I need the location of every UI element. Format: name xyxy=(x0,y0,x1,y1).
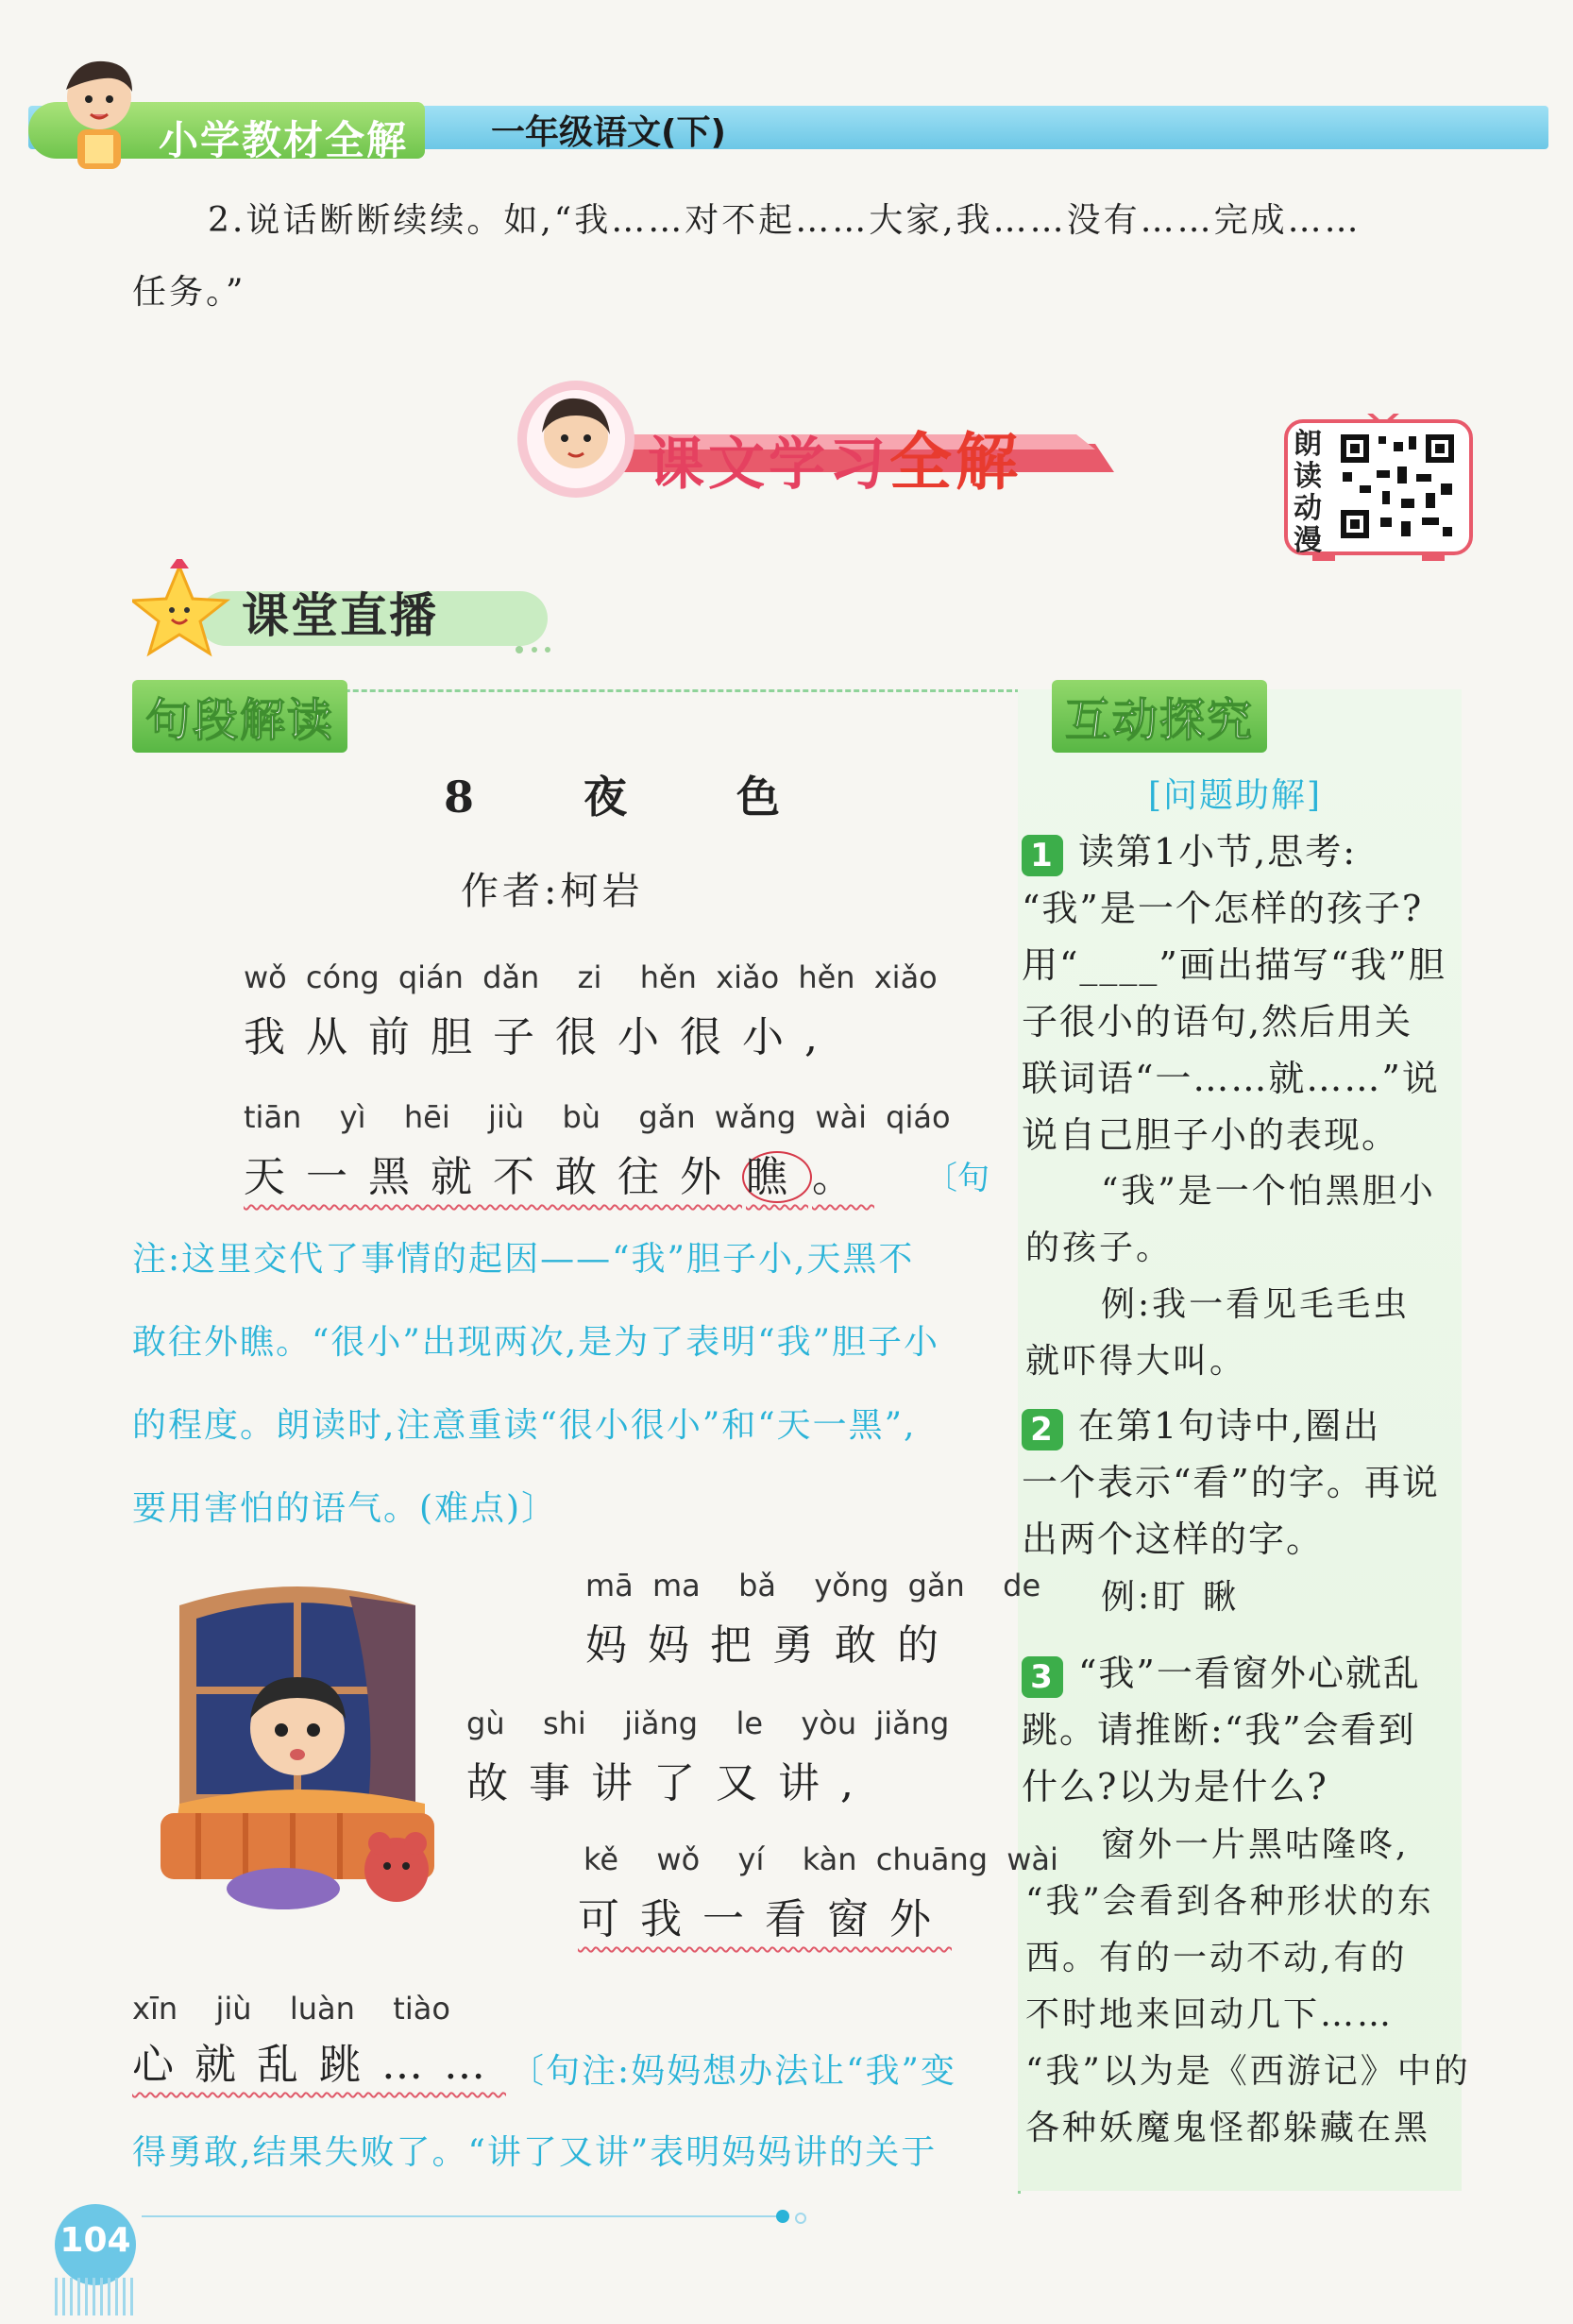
question-number: 2 xyxy=(1022,1409,1063,1450)
answer-1 xyxy=(1025,1163,1436,1390)
pinyin-line: tiān yì hēi jiù bù gǎn wǎng wài qiáo xyxy=(244,1099,951,1135)
question-line: 出两个这样的字。 xyxy=(1022,1518,1325,1560)
note-line: 注:这里交代了事情的起因——“我”胆子小,天黑不 xyxy=(132,1240,915,1279)
page-number: 104 xyxy=(59,2221,131,2260)
pinyin-line: wǒ cóng qián dǎn zi hěn xiǎo hěn xiǎo xyxy=(244,959,938,995)
footer-stripes xyxy=(55,2278,136,2316)
question-line: 子很小的语句,然后用关 xyxy=(1022,1001,1413,1043)
answer-3 xyxy=(1025,1817,1471,2157)
poem-text: 故事讲了又讲, xyxy=(466,1759,874,1807)
question-line xyxy=(1022,1398,1440,1454)
pinyin-line: kě wǒ yí kàn chuāng wài xyxy=(584,1841,1058,1877)
pinyin-line: mā ma bǎ yǒng gǎn de xyxy=(585,1568,1041,1603)
poem-line xyxy=(466,1749,874,1809)
answer-line: 窗外一片黑咕隆咚, xyxy=(1101,1825,1410,1864)
question-line xyxy=(1022,823,1446,880)
note-line: 〔句注:妈妈想办法让“我”变 xyxy=(510,2052,956,2091)
answer-line: “我”是一个怕黑胆小 xyxy=(1101,1172,1436,1211)
boy-mascot-illustration xyxy=(38,52,161,175)
poem-line xyxy=(244,1003,838,1063)
answer-line: “我”以为是《西游记》中的 xyxy=(1025,2052,1471,2091)
circled-character: 瞧 xyxy=(742,1151,812,1203)
question-line: 用“____”画出描写“我”胆 xyxy=(1022,944,1446,986)
answer-line: 各种妖魔鬼怪都躲藏在黑 xyxy=(1025,2109,1431,2147)
poem-line xyxy=(578,1885,952,1945)
answer-line: 例:盯 瞅 xyxy=(1101,1578,1240,1617)
pinyin-line: xīn jiù luàn tiào xyxy=(132,1991,450,2027)
helper-title: [问题助解] xyxy=(1148,776,1323,815)
answer-line: 不时地来回动几下…… xyxy=(1025,1995,1395,2034)
question-number: 1 xyxy=(1022,835,1063,876)
question-1 xyxy=(1022,823,1446,1163)
answer-line: 就吓得大叫。 xyxy=(1025,1342,1247,1381)
note-marker: 〔句 xyxy=(925,1160,989,1197)
note-line: 的程度。朗读时,注意重读“很小很小”和“天一黑”, xyxy=(132,1406,917,1445)
question-line: 跳。请推断:“我”会看到 xyxy=(1022,1709,1416,1751)
question-text: 读第1小节,思考: xyxy=(1078,831,1358,873)
note-line: 得勇敢,结果失败了。“讲了又讲”表明妈妈讲的关于 xyxy=(132,2133,938,2172)
pinyin-line: gù shi jiǎng le yòu jiǎng xyxy=(466,1705,950,1741)
answer-line: 的孩子。 xyxy=(1025,1229,1174,1267)
poem-text: 妈妈把勇敢的 xyxy=(585,1621,959,1670)
question-line: “我”是一个怎样的孩子? xyxy=(1022,888,1424,929)
tab-reading: 句段解读 xyxy=(132,680,347,753)
question-line: 说自己胆子小的表现。 xyxy=(1022,1114,1400,1156)
answer-line: 西。有的一动不动,有的 xyxy=(1025,1939,1408,1977)
question-number: 3 xyxy=(1022,1656,1063,1698)
intro-line: 2.说话断断续续。如,“我……对不起……大家,我……没有……完成…… xyxy=(208,201,1362,240)
footer-dot xyxy=(776,2210,789,2223)
note-line: 要用害怕的语气。(难点)〕 xyxy=(132,1489,558,1528)
section-title-main: 课文学习 xyxy=(648,432,889,498)
answer-2 xyxy=(1101,1569,1240,1626)
poem-line xyxy=(132,2030,506,2091)
poem-text: 我从前胆子很小很小, xyxy=(244,1013,838,1061)
question-line: 联词语“一……就……”说 xyxy=(1022,1058,1440,1099)
question-line xyxy=(1022,1645,1421,1702)
question-text: 在第1句诗中,圈出 xyxy=(1078,1405,1381,1447)
section-title-emphasis: 全解 xyxy=(889,426,1022,499)
grade-label: 一年级语文(下) xyxy=(491,113,726,152)
poem-text: 可我一看窗外 xyxy=(578,1895,952,1943)
section-title xyxy=(648,412,1022,501)
poem-line xyxy=(244,1143,874,1203)
poem-title: 8 夜 色 xyxy=(444,772,828,823)
qr-label: 朗读动漫 xyxy=(1294,428,1322,557)
answer-line: 例:我一看见毛毛虫 xyxy=(1101,1285,1411,1324)
tab-exploration: 互动探究 xyxy=(1052,680,1267,753)
broadcast-title: 课堂直播 xyxy=(242,588,438,643)
footer-dot xyxy=(795,2213,806,2224)
child-at-window-illustration xyxy=(142,1586,453,1917)
poem-author: 作者:柯岩 xyxy=(461,870,644,913)
answer-line: “我”会看到各种形状的东 xyxy=(1025,1882,1434,1921)
poem-text: 天一黑就不敢往外 xyxy=(244,1153,742,1201)
poem-line xyxy=(585,1611,959,1671)
intro-line: 任务。” xyxy=(132,273,246,312)
question-3 xyxy=(1022,1645,1421,1815)
poem-text: 心就乱跳…… xyxy=(132,2041,506,2089)
poem-text: 。 xyxy=(812,1153,874,1201)
note-line: 敢往外瞧。“很小”出现两次,是为了表明“我”胆子小 xyxy=(132,1323,940,1362)
question-2 xyxy=(1022,1398,1440,1568)
footer-divider xyxy=(142,2215,784,2217)
book-name: 小学教材全解 xyxy=(159,117,409,163)
question-line: 什么?以为是什么? xyxy=(1022,1766,1328,1807)
question-text: “我”一看窗外心就乱 xyxy=(1078,1653,1421,1694)
question-line: 一个表示“看”的字。再说 xyxy=(1022,1462,1440,1503)
